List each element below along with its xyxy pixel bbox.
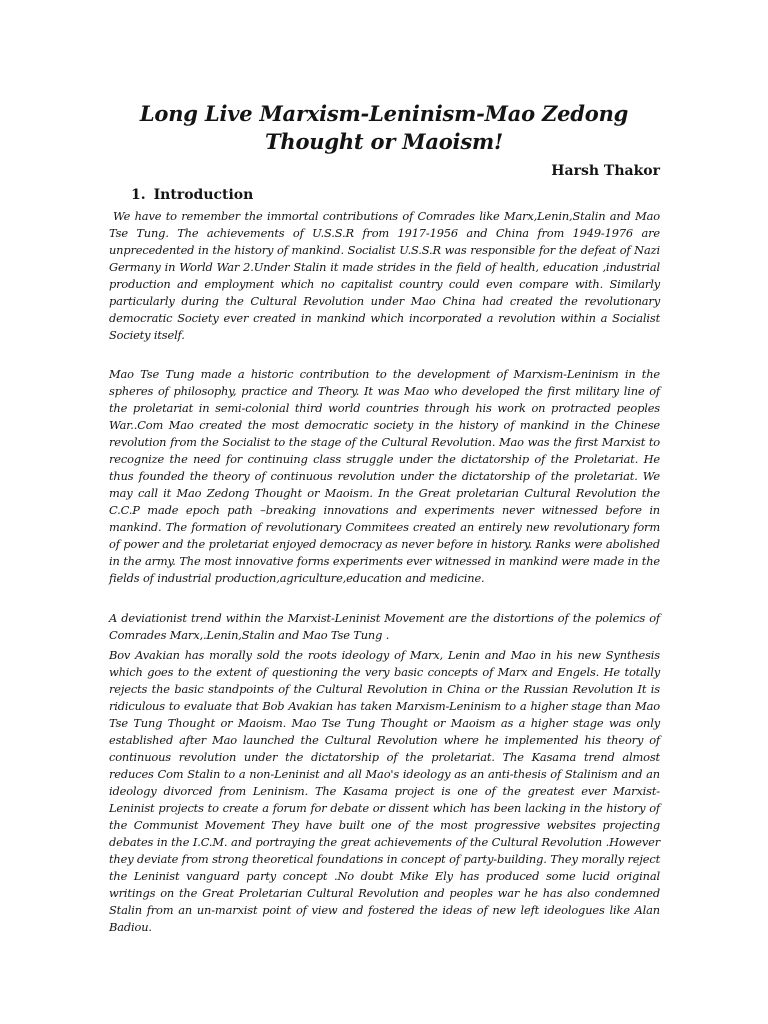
section-title: Introduction [153,187,254,203]
paragraph-mao-contribution: Mao Tse Tung made a historic contribution to the development of Marxism-Leninism in the spheres of philosophy, practice and Theory. It was Mao who developed the first military line of the proletariat in semi-colonial third world countries through his work on protracted peoples War..Com Mao created the most democratic society in the history of mankind in the Chinese revolution from the Socialist to the stage of the Cultural Revolution. Mao was the first Marxist to recognize the need for continuing class struggle under the dictatorship of the Proletariat. He thus founded the theory of continuous revolution under the dictatorship of the proletariat. We may call it Mao Zedong Thought or Maoism. In the Great proletarian Cultural Revolution the C.C.P made epoch path –breaking innovations and experiments never witnessed before in mankind. The formation of revolutionary Commitees created an entirely new revolutionary form of power and the proletariat enjoyed democracy as never before in history. Ranks were abolished in the army. The most innovative forms experiments ever witnessed in mankind were made in the fields of industrial production,agriculture,education and medicine. [109,367,660,585]
document-title: Long Live Marxism-Leninism-Mao Zedong Thought or Maoism! [139,101,629,154]
paragraph-avakian-kasama: Bov Avakian has morally sold the roots ideology of Marx, Lenin and Mao in his new Synthesis which goes to the extent of questioning the very basic concepts of Marx and Engels. He totally rejects the basic standpoints of the Cultural Revolution in China or the Russian Revolution It is ridiculous to evaluate that Bob Avakian has taken Marxism-Leninism to a higher stage than Mao Tse Tung Thought or Maoism. Mao Tse Tung Thought or Maoism as a higher stage was only established after Mao launched the Cultural Revolution where he implemented his theory of continuous revolution under the dictatorship of the proletariat. The Kasama trend almost reduces Com Stalin to a non-Leninist and all Mao's ideology as an anti-thesis of Stalinism and an ideology divorced from Leninism. The Kasama project is one of the greatest ever Marxist-Leninist projects to create a forum for debate or dissent which has been lacking in the history of the Communist Movement They have built one of the most progressive websites projecting debates in the I.C.M. and portraying the great achievements of the Cultural Revolution .However they deviate from strong theoretical foundations in concept of party-building. They morally reject the Leninist vanguard party concept .No doubt Mike Ely has produced some lucid original writings on the Great Proletarian Cultural Revolution and peoples war he has also condemned Stalin from an un-marxist point of view and fostered the ideas of new left ideologues like Alan Badiou. [109,648,660,934]
paragraph-introduction: We have to remember the immortal contributions of Comrades like Marx,Lenin,Stalin and Mao Tse Tung. The achievements of U.S.S.R from 1917-1956 and China from 1949-1976 are unprecedented in the history of mankind. Socialist U.S.S.R was responsible for the defeat of Nazi Germany in World War 2.Under Stalin it made strides in the field of health, education ,industrial production and employment which no capitalist country could even compare with. Similarly particularly during the Cultural Revolution under Mao China had created the revolutionary democratic Society ever created in mankind which incorporated a revolution within a Socialist Society itself. [109,209,660,342]
paragraph-deviationist-trend: A deviationist trend within the Marxist-Leninist Movement are the distortions of the polemics of Comrades Marx,.Lenin,Stalin and Mao Tse Tung . [109,611,660,642]
author-name: Harsh Thakor [551,163,660,179]
section-number: 1. [131,187,146,203]
section-heading [131,185,253,205]
